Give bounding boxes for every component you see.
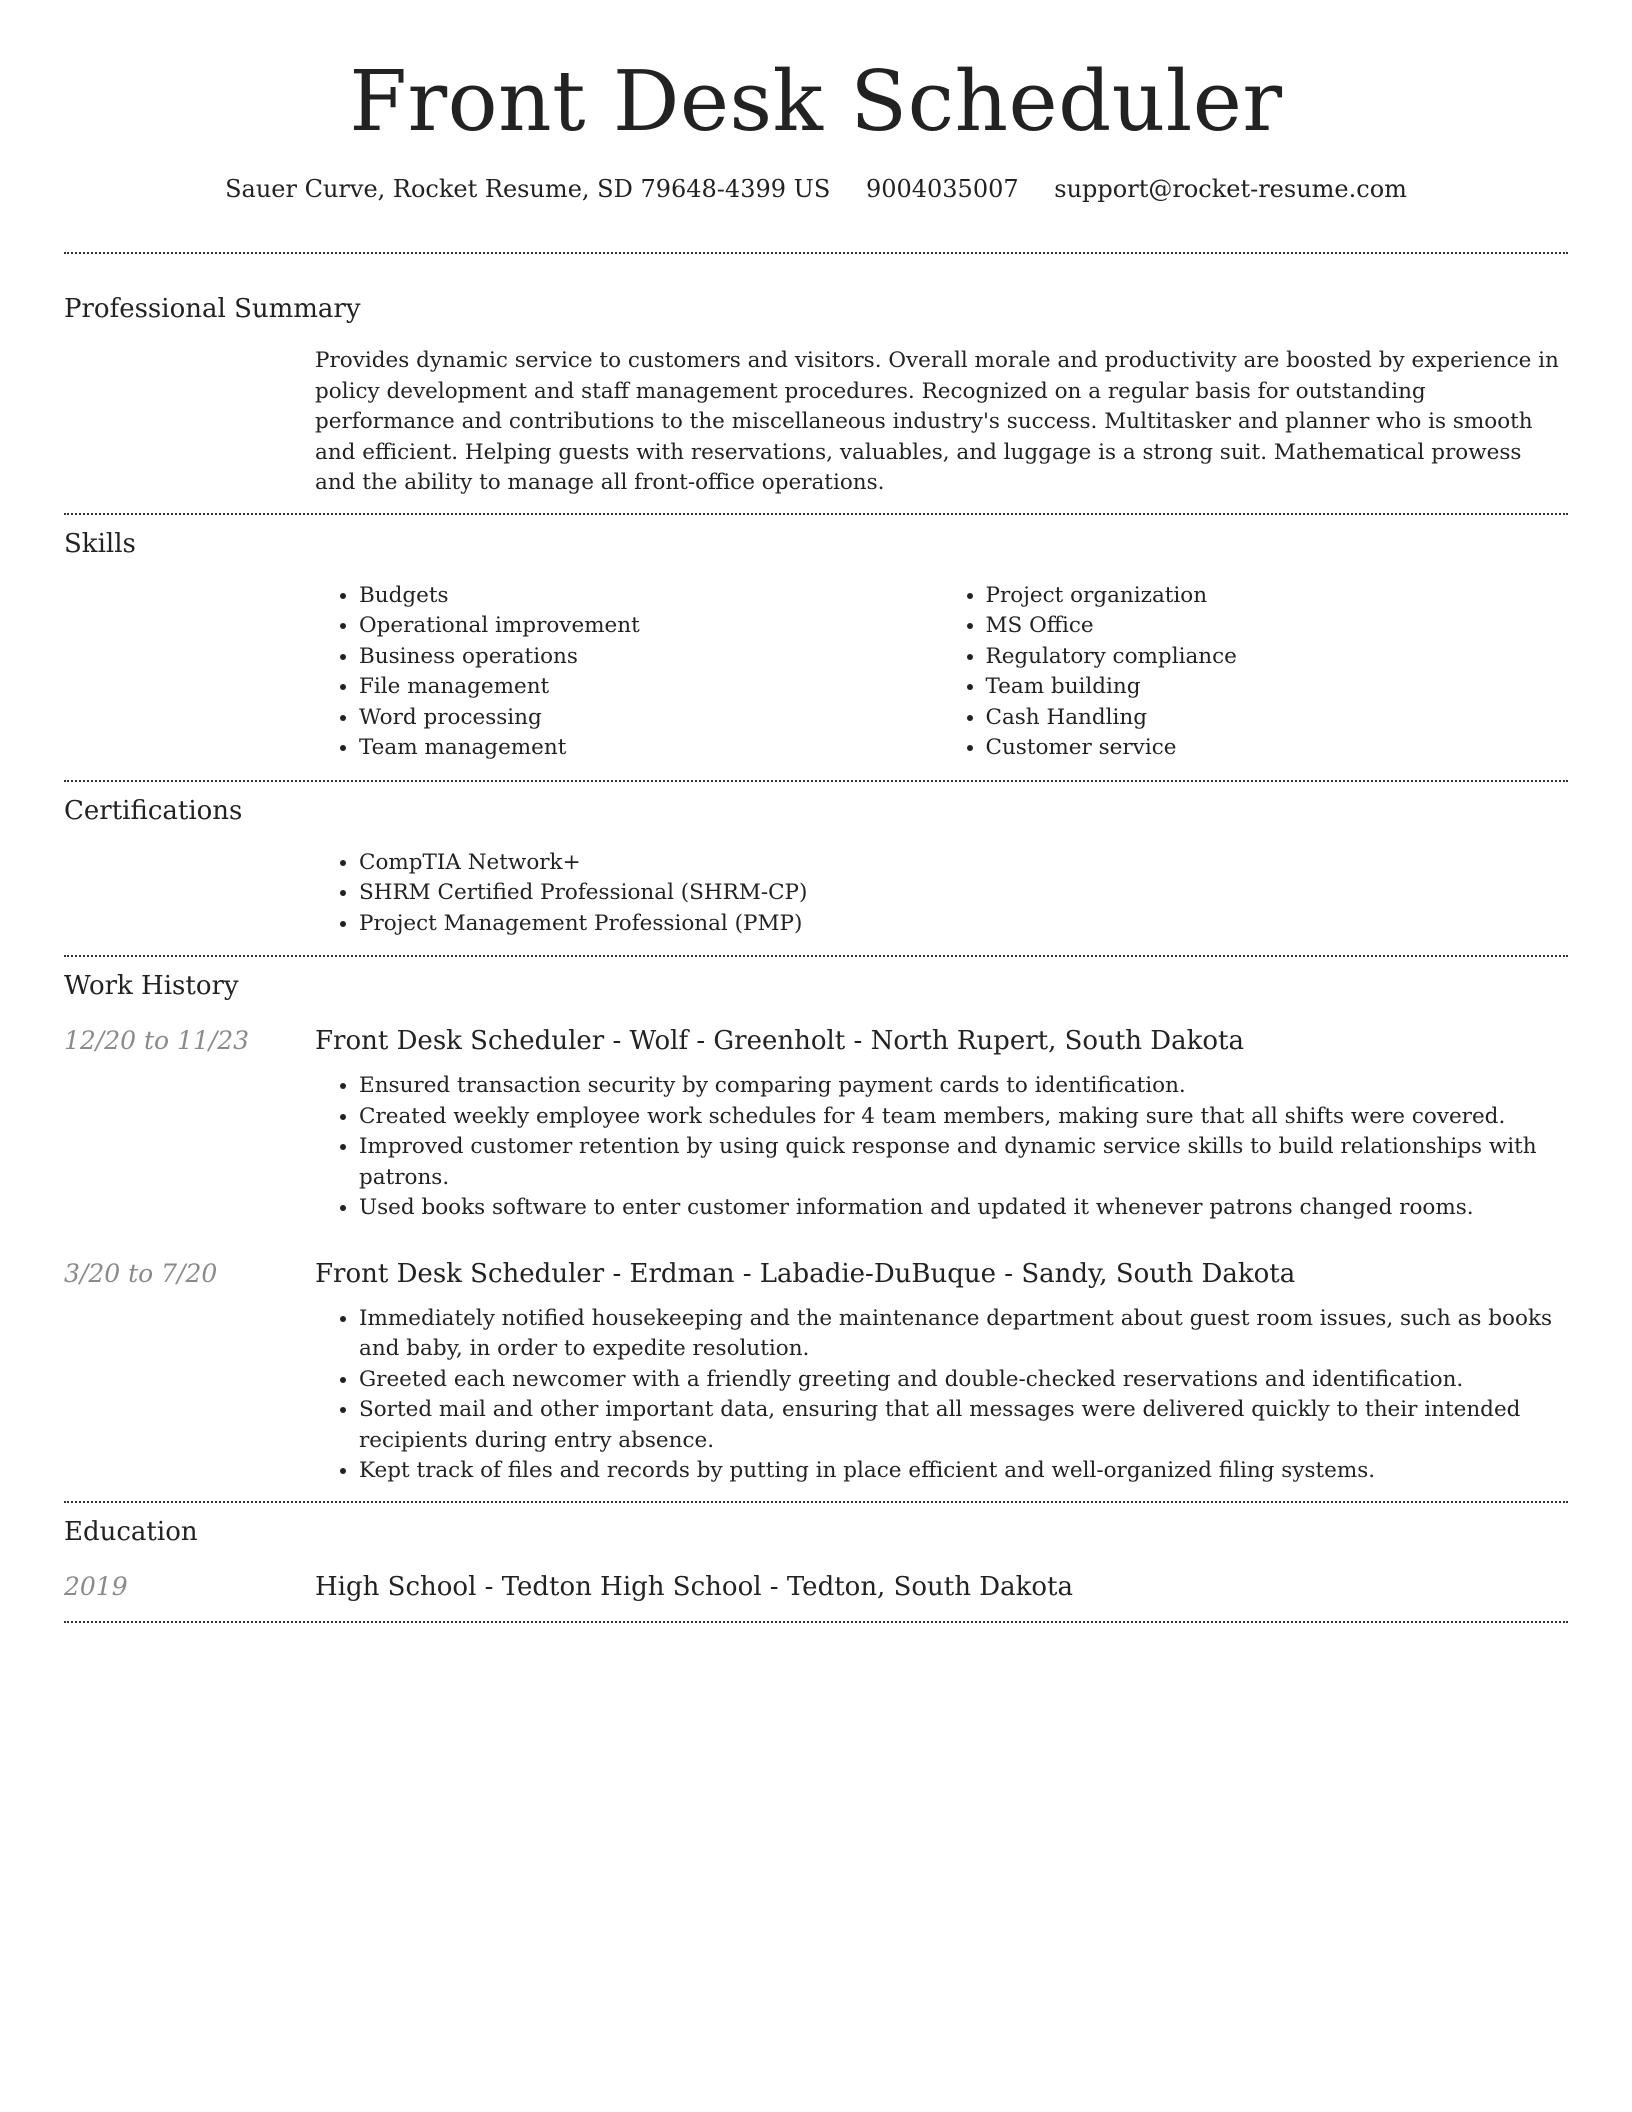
skills-list-left	[315, 581, 942, 764]
education-date: 2019	[64, 1571, 128, 1601]
job-entry	[64, 1256, 1568, 1487]
skill-item: • MS Office	[986, 611, 1569, 642]
address: Sauer Curve, Rocket Resume, SD 79648-4399 US	[225, 175, 831, 203]
contact-line	[64, 172, 1568, 206]
education-section	[64, 1515, 1568, 1605]
job-bullets	[315, 1071, 1568, 1224]
skill-item: • Cash Handling	[986, 703, 1569, 734]
skill-item: • Team management	[359, 733, 942, 764]
job-heading: Front Desk Scheduler - Wolf - Greenholt - North Rupert, South Dakota	[315, 1026, 1244, 1056]
skill-item: • File management	[359, 672, 942, 703]
job-entry	[64, 1023, 1568, 1224]
summary-section	[64, 292, 1568, 499]
section-title-certifications: Certifications	[64, 795, 243, 826]
skill-item: • Team building	[986, 672, 1569, 703]
certification-item: • CompTIA Network+	[359, 848, 1568, 879]
job-bullet: • Created weekly employee work schedules for 4 team members, making sure that all shifts were covered.	[359, 1102, 1568, 1133]
skill-item: • Business operations	[359, 642, 942, 673]
job-bullet: • Immediately notified housekeeping and the maintenance department about guest room issues, such as books and baby, in order to expedite resolution.	[359, 1304, 1568, 1365]
skill-item: • Customer service	[986, 733, 1569, 764]
skill-item: • Operational improvement	[359, 611, 942, 642]
divider	[64, 252, 1568, 254]
skills-list-right	[942, 581, 1569, 764]
divider	[64, 780, 1568, 782]
education-heading: High School - Tedton High School - Tedton, South Dakota	[315, 1571, 1073, 1602]
section-title-education: Education	[64, 1516, 198, 1547]
skill-item: • Budgets	[359, 581, 942, 612]
skill-item: • Word processing	[359, 703, 942, 734]
divider	[64, 1621, 1568, 1623]
work-history-section	[64, 969, 1568, 1487]
job-bullet: • Ensured transaction security by comparing payment cards to identification.	[359, 1071, 1568, 1102]
candidate-name: Front Desk Scheduler	[349, 53, 1283, 150]
section-title-skills: Skills	[64, 528, 136, 559]
divider	[64, 955, 1568, 957]
job-date: 12/20 to 11/23	[64, 1026, 250, 1055]
job-bullets	[315, 1304, 1568, 1487]
job-bullet: • Kept track of files and records by putting in place efficient and well-organized filing systems.	[359, 1456, 1568, 1487]
certification-item: • Project Management Professional (PMP)	[359, 909, 1568, 940]
skill-item: • Project organization	[986, 581, 1569, 612]
certification-item: • SHRM Certified Professional (SHRM-CP)	[359, 878, 1568, 909]
phone: 9004035007	[865, 175, 1019, 203]
job-date: 3/20 to 7/20	[64, 1258, 218, 1288]
job-bullet: • Used books software to enter customer information and updated it whenever patrons changed rooms.	[359, 1193, 1568, 1224]
certifications-section	[64, 794, 1568, 940]
skill-item: • Regulatory compliance	[986, 642, 1569, 673]
summary-text: Provides dynamic service to customers and visitors. Overall morale and productivity are boosted by experience in policy development and staff management procedures. Recognized on a regular basis for outstanding performance and contributions to the miscellaneous industry's success. Multitasker and planner who is smooth and efficient. Helping guests with reservations, valuables, and luggage is a strong suit. Mathematical prowess and the ability to manage all front-office operations.	[315, 348, 1559, 495]
divider	[64, 513, 1568, 515]
job-bullet: • Sorted mail and other important data, ensuring that all messages were delivered quickly to their intended recipients during entry absence.	[359, 1395, 1568, 1456]
resume-page	[64, 0, 1568, 1623]
job-heading: Front Desk Scheduler - Erdman - Labadie-DuBuque - Sandy, South Dakota	[315, 1258, 1296, 1289]
certifications-list	[315, 848, 1568, 940]
education-entry	[64, 1569, 1568, 1605]
section-title-work-history: Work History	[64, 971, 239, 1001]
email: support@rocket-resume.com	[1054, 175, 1407, 203]
job-bullet: • Improved customer retention by using quick response and dynamic service skills to build relationships with patrons.	[359, 1132, 1568, 1193]
job-bullet: • Greeted each newcomer with a friendly greeting and double-checked reservations and identification.	[359, 1365, 1568, 1396]
section-title-summary: Professional Summary	[64, 294, 361, 324]
skills-section	[64, 527, 1568, 764]
divider	[64, 1501, 1568, 1503]
